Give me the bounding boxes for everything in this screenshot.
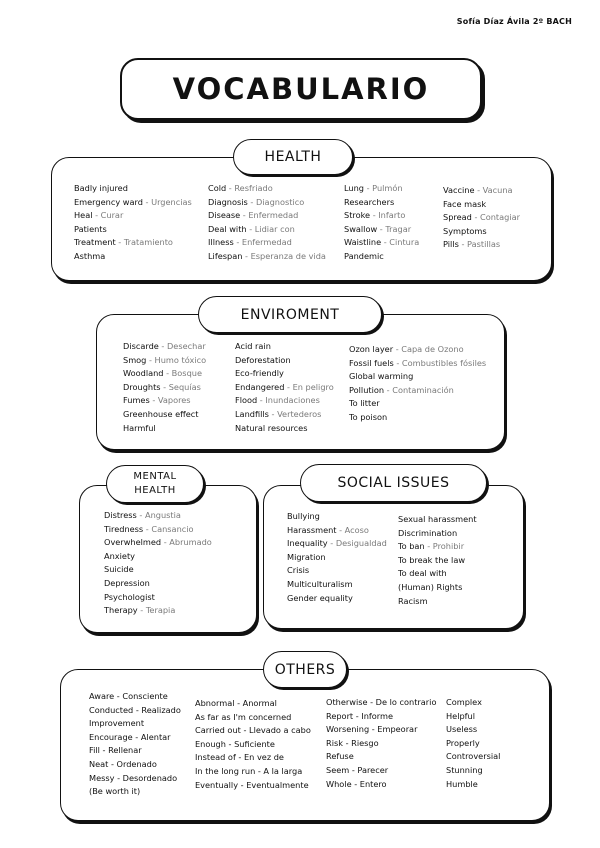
vocab-entry [195, 751, 311, 765]
vocab-entry [446, 696, 500, 710]
vocab-translation: - Pastillas [458, 239, 501, 250]
vocab-translation: - Abrumado [161, 537, 212, 548]
vocab-entry [349, 357, 486, 371]
vocab-entry [326, 750, 436, 764]
vocab-entry [123, 340, 206, 354]
vocab-entry [398, 513, 477, 527]
vocab-term: Psychologist [104, 591, 155, 602]
vocab-term: Crisis [287, 565, 310, 576]
vocab-term: Waistline [344, 237, 382, 248]
health-column-3 [344, 182, 419, 264]
vocab-entry [89, 785, 181, 799]
vocab-entry [235, 408, 334, 422]
others-column-4 [446, 696, 500, 791]
vocab-term: Depression [104, 577, 150, 588]
vocab-entry [326, 764, 436, 778]
author-name: Sofía Díaz Ávila 2º BACH [456, 17, 572, 26]
vocab-term: Ozon layer [349, 344, 394, 354]
vocab-term: Flood [235, 395, 258, 406]
others-column-3 [326, 696, 436, 791]
vocab-term: Harassment [287, 524, 337, 535]
vocab-entry [344, 250, 419, 264]
vocab-entry [398, 567, 477, 581]
vocab-entry [195, 765, 311, 779]
vocab-entry [208, 236, 326, 250]
vocab-term: Landfills [235, 408, 269, 419]
vocab-term: Instead of - En vez de [195, 752, 284, 763]
vocab-term: Pills [443, 239, 459, 250]
vocab-entry [443, 225, 520, 239]
vocab-translation: - Terapia [137, 605, 176, 616]
vocab-entry [104, 604, 212, 618]
vocab-entry [74, 250, 192, 264]
vocab-translation: - Sequías [160, 381, 201, 392]
vocab-translation: - Desigualdad [327, 538, 387, 549]
vocab-entry [104, 563, 212, 577]
vocab-translation: - Diagnostico [247, 196, 305, 207]
vocab-translation: - Acoso [336, 524, 369, 535]
vocab-term: Abnormal - Anormal [195, 698, 277, 708]
vocab-term: Helpful [446, 710, 476, 721]
vocab-term: Risk - Riesgo [326, 737, 379, 748]
vocab-entry [398, 540, 477, 554]
vocab-translation: - Cansancio [143, 523, 194, 534]
vocab-term: Racism [398, 595, 428, 606]
vocab-term: As far as I'm concerned [195, 711, 292, 722]
vocab-term: Global warming [349, 371, 414, 382]
vocab-entry [208, 209, 326, 223]
vocab-term: Pandemic [344, 250, 384, 261]
vocab-term: Otherwise - De lo contrario [326, 697, 437, 707]
vocab-term: To ban [398, 541, 425, 552]
vocab-translation: - Cintura [381, 237, 420, 248]
vocab-entry [208, 223, 326, 237]
health-heading: HEALTH [233, 139, 353, 175]
vocab-translation: - Tragar [377, 223, 412, 234]
vocab-term: Disease [208, 210, 241, 221]
vocab-term: Gender equality [287, 592, 353, 603]
vocab-term: Encourage - Alentar [89, 731, 171, 742]
vocab-term: Natural resources [235, 422, 308, 433]
vocab-term: Worsening - Empeorar [326, 724, 418, 735]
others-heading: OTHERS [263, 651, 347, 688]
vocab-term: Treatment [74, 237, 116, 248]
vocab-term: Fill - Rellenar [89, 745, 142, 756]
vocab-entry [443, 184, 520, 198]
vocab-term: Badly injured [74, 183, 128, 193]
vocab-translation: - Vapores [149, 395, 191, 406]
vocab-entry [344, 223, 419, 237]
vocab-entry [104, 536, 212, 550]
vocab-translation: - Humo tóxico [146, 354, 207, 365]
vocab-entry [235, 340, 334, 354]
vocab-entry [104, 577, 212, 591]
vocab-entry [123, 422, 206, 436]
vocab-translation: - Contagiar [471, 212, 521, 223]
vocab-term: Lifespan [208, 250, 243, 261]
social-issues-heading: SOCIAL ISSUES [300, 464, 487, 502]
vocab-entry [89, 744, 181, 758]
vocab-entry [349, 411, 486, 425]
vocab-entry [287, 592, 387, 606]
vocab-term: To litter [349, 398, 380, 409]
vocab-translation: - Prohibir [424, 541, 465, 552]
vocab-entry [235, 354, 334, 368]
social-issues-column-2 [398, 513, 477, 608]
vocab-term: Asthma [74, 250, 106, 261]
vocab-entry [287, 537, 387, 551]
vocab-term: Heal [74, 210, 93, 221]
vocab-entry [104, 523, 212, 537]
vocab-term: Multiculturalism [287, 578, 353, 589]
vocab-term: Researchers [344, 196, 395, 207]
vocab-entry [349, 397, 486, 411]
vocab-term: Endangered [235, 381, 285, 392]
environment-column-1 [123, 340, 206, 435]
vocab-entry [123, 367, 206, 381]
vocab-entry [89, 758, 181, 772]
vocab-translation: - Enfermedad [240, 210, 299, 221]
vocab-translation: - Infarto [370, 210, 406, 221]
vocab-term: Conducted - Realizado [89, 704, 181, 715]
vocab-entry [344, 182, 419, 196]
vocab-term: Diagnosis [208, 196, 248, 207]
vocab-term: Face mask [443, 198, 487, 209]
vocab-entry [235, 422, 334, 436]
vocab-term: To deal with [398, 568, 447, 579]
vocab-term: (Be worth it) [89, 786, 141, 797]
vocab-term: In the long run - A la larga [195, 765, 303, 776]
vocab-entry [344, 236, 419, 250]
vocab-entry [344, 209, 419, 223]
vocab-entry [89, 717, 181, 731]
mental-heading-line-1: MENTAL [133, 471, 177, 482]
others-column-1 [89, 690, 181, 799]
vocab-translation: - Bosque [163, 368, 202, 379]
vocab-term: Droughts [123, 381, 161, 392]
vocab-term: Bullying [287, 511, 320, 521]
vocab-entry [89, 772, 181, 786]
vocab-entry [195, 779, 311, 793]
vocab-term: Migration [287, 551, 326, 562]
health-column-4 [443, 184, 520, 252]
vocab-entry [195, 724, 311, 738]
vocab-entry [89, 690, 181, 704]
vocab-term: Seem - Parecer [326, 764, 389, 775]
vocab-term: (Human) Rights [398, 581, 463, 592]
vocab-entry [208, 250, 326, 264]
vocab-translation: - Combustibles fósiles [393, 357, 487, 368]
vocab-term: Whole - Entero [326, 778, 387, 789]
vocab-entry [326, 737, 436, 751]
vocab-entry [349, 370, 486, 384]
vocab-translation: - Curar [92, 210, 124, 221]
mental-health-column-1 [104, 509, 212, 618]
vocab-term: Report - Informe [326, 710, 394, 721]
vocab-entry [398, 595, 477, 609]
vocab-translation: - Contaminación [384, 384, 454, 395]
vocab-term: Properly [446, 737, 480, 748]
vocab-term: Humble [446, 778, 478, 789]
vocab-term: Symptoms [443, 225, 487, 236]
vocab-term: Eco-friendly [235, 368, 284, 379]
vocab-term: Fumes [123, 395, 150, 406]
vocab-entry [74, 209, 192, 223]
vocab-term: Deal with [208, 223, 247, 234]
vocab-translation: - Capa de Ozono [393, 344, 464, 354]
vocab-term: Pollution [349, 384, 385, 395]
vocab-term: To break the law [398, 554, 466, 565]
vocab-translation: - Pulmón [364, 183, 403, 193]
vocab-translation: - Desechar [158, 341, 206, 351]
vocab-entry [74, 196, 192, 210]
vocab-term: Spread [443, 212, 472, 223]
vocab-term: Eventually - Eventualmente [195, 779, 309, 790]
vocab-entry [123, 394, 206, 408]
others-column-2 [195, 697, 311, 792]
vocab-term: Overwhelmed [104, 537, 162, 548]
vocab-entry [349, 384, 486, 398]
vocab-entry [446, 710, 500, 724]
vocab-term: Smog [123, 354, 147, 365]
vocab-entry [104, 591, 212, 605]
mental-health-heading-text [133, 470, 176, 498]
vocab-term: Patients [74, 223, 107, 234]
vocab-translation: - Resfriado [226, 183, 273, 193]
vocab-entry [287, 510, 387, 524]
vocab-entry [104, 509, 212, 523]
vocab-term: Improvement [89, 718, 145, 729]
vocab-entry [326, 778, 436, 792]
vocab-entry [443, 198, 520, 212]
vocab-term: Tiredness [104, 523, 144, 534]
vocab-term: Greenhouse effect [123, 408, 199, 419]
vocab-entry [446, 764, 500, 778]
vocab-term: Lung [344, 183, 364, 193]
vocab-term: Harmful [123, 422, 156, 433]
vocab-entry [287, 564, 387, 578]
vocab-term: Carried out - Llevado a cabo [195, 725, 311, 736]
vocab-term: Inequality [287, 538, 328, 549]
vocab-entry [74, 182, 192, 196]
vocab-term: Refuse [326, 751, 354, 762]
vocab-term: Cold [208, 183, 227, 193]
vocab-entry [398, 581, 477, 595]
vocab-entry [208, 182, 326, 196]
vocab-entry [195, 711, 311, 725]
vocab-entry [123, 381, 206, 395]
vocab-entry [287, 551, 387, 565]
vocab-translation: - Urgencias [142, 196, 192, 207]
vocab-term: Complex [446, 697, 482, 707]
vocab-term: Acid rain [235, 341, 271, 351]
vocab-term: Enough - Suficiente [195, 738, 275, 749]
vocab-entry [443, 211, 520, 225]
vocab-entry [287, 578, 387, 592]
title-box [120, 58, 482, 120]
vocab-entry [443, 238, 520, 252]
vocab-term: Therapy [104, 605, 138, 616]
vocab-term: Emergency ward [74, 196, 143, 207]
vocab-entry [446, 723, 500, 737]
vocab-term: Sexual harassment [398, 514, 477, 524]
vocab-term: Deforestation [235, 354, 291, 365]
vocab-entry [326, 710, 436, 724]
vocab-term: Distress [104, 510, 137, 520]
vocab-entry [74, 223, 192, 237]
vocab-term: Aware - Consciente [89, 691, 168, 701]
vocab-entry [398, 554, 477, 568]
vocab-entry [326, 723, 436, 737]
mental-heading-line-2: HEALTH [134, 485, 176, 496]
vocab-term: Controversial [446, 751, 501, 762]
vocab-translation: - Inundaciones [257, 395, 320, 406]
vocab-entry [123, 354, 206, 368]
vocab-translation: - Angustia [136, 510, 181, 520]
vocab-entry [326, 696, 436, 710]
vocab-entry [287, 524, 387, 538]
health-column-2 [208, 182, 326, 264]
vocab-term: Discrimination [398, 527, 458, 538]
vocab-term: Vaccine [443, 185, 475, 195]
vocab-term: Woodland [123, 368, 164, 379]
vocab-translation: - Enfermedad [233, 237, 292, 248]
vocab-translation: - En peligro [284, 381, 334, 392]
vocab-entry [123, 408, 206, 422]
vocab-entry [195, 738, 311, 752]
vocab-entry [208, 196, 326, 210]
vocab-entry [349, 343, 486, 357]
vocab-entry [344, 196, 419, 210]
vocab-translation: - Vertederos [268, 408, 322, 419]
environment-heading: ENVIROMENT [198, 296, 382, 333]
vocab-term: Messy - Desordenado [89, 772, 178, 783]
vocab-entry [446, 737, 500, 751]
page-title: VOCABULARIO [172, 72, 430, 106]
vocab-term: Illness [208, 237, 234, 248]
vocab-term: Suicide [104, 564, 134, 575]
vocab-entry [446, 750, 500, 764]
health-column-1 [74, 182, 192, 264]
mental-health-heading [106, 465, 204, 503]
vocab-entry [195, 697, 311, 711]
vocab-entry [89, 704, 181, 718]
vocab-entry [446, 778, 500, 792]
vocab-entry [235, 381, 334, 395]
vocab-term: Stunning [446, 764, 483, 775]
vocab-entry [235, 367, 334, 381]
vocab-entry [398, 527, 477, 541]
vocab-term: Neat - Ordenado [89, 758, 157, 769]
vocab-term: Stroke [344, 210, 371, 221]
vocab-entry [235, 394, 334, 408]
vocab-term: To poison [349, 411, 388, 422]
environment-column-3 [349, 343, 486, 425]
vocab-term: Discarde [123, 341, 159, 351]
vocab-translation: - Tratamiento [115, 237, 173, 248]
vocab-term: Swallow [344, 223, 378, 234]
vocab-term: Useless [446, 724, 478, 735]
vocab-entry [74, 236, 192, 250]
vocab-term: Fossil fuels [349, 357, 394, 368]
vocab-entry [89, 731, 181, 745]
vocab-translation: - Vacuna [474, 185, 513, 195]
vocab-entry [104, 550, 212, 564]
environment-column-2 [235, 340, 334, 435]
vocab-translation: - Lidiar con [246, 223, 295, 234]
social-issues-column-1 [287, 510, 387, 605]
vocab-translation: - Esperanza de vida [242, 250, 326, 261]
vocab-term: Anxiety [104, 550, 136, 561]
